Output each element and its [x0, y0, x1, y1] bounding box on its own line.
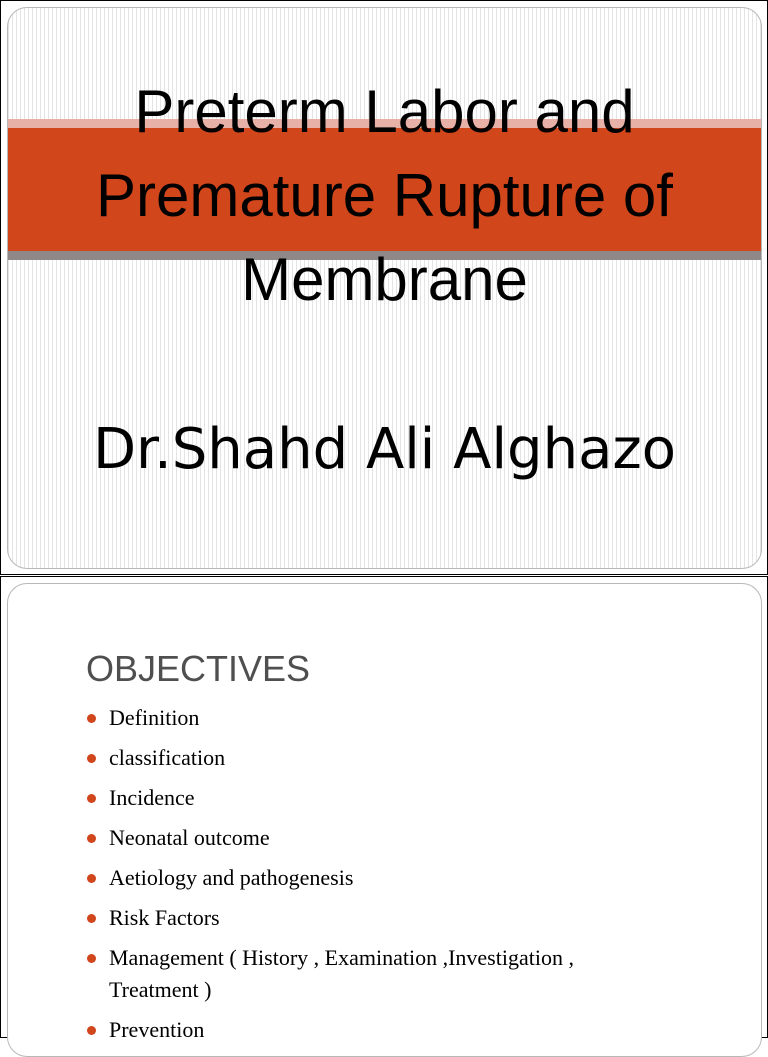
- objectives-heading: OBJECTIVES: [86, 648, 311, 689]
- list-item: [86, 742, 666, 774]
- list-item-text: Risk Factors: [109, 905, 220, 930]
- slide-title: Preterm Labor and Premature Rupture of Membrane: [96, 78, 673, 313]
- bullet-dot-icon: [87, 754, 96, 763]
- list-item: [86, 702, 666, 734]
- bullet-dot-icon: [87, 914, 96, 923]
- list-item: [86, 1014, 666, 1046]
- list-item-text: Prevention: [109, 1017, 205, 1042]
- objectives-slide: [0, 576, 768, 1042]
- bullet-dot-icon: [87, 834, 96, 843]
- bullet-dot-icon: [87, 794, 96, 803]
- list-item-text: classification: [109, 745, 226, 770]
- bullet-dot-icon: [87, 874, 96, 883]
- presenter-name: Dr.Shahd Ali Alghazo: [92, 417, 677, 482]
- list-item: [86, 942, 666, 1006]
- list-item-text: Management ( History , Examination ,Investigation , Treatment ): [109, 945, 574, 1002]
- list-item-text: Definition: [109, 705, 200, 730]
- list-item-text: Incidence: [109, 785, 195, 810]
- bullet-dot-icon: [87, 714, 96, 723]
- bullet-dot-icon: [87, 954, 96, 963]
- list-item: [86, 902, 666, 934]
- list-item: [86, 862, 666, 894]
- objectives-list: [86, 702, 666, 1054]
- title-slide-card: [7, 7, 762, 569]
- list-item: [86, 822, 666, 854]
- list-item-text: Aetiology and pathogenesis: [109, 865, 354, 890]
- objectives-slide-card: [7, 583, 762, 1057]
- list-item-text: Neonatal outcome: [109, 825, 270, 850]
- list-item: [86, 782, 666, 814]
- bullet-dot-icon: [87, 1026, 96, 1035]
